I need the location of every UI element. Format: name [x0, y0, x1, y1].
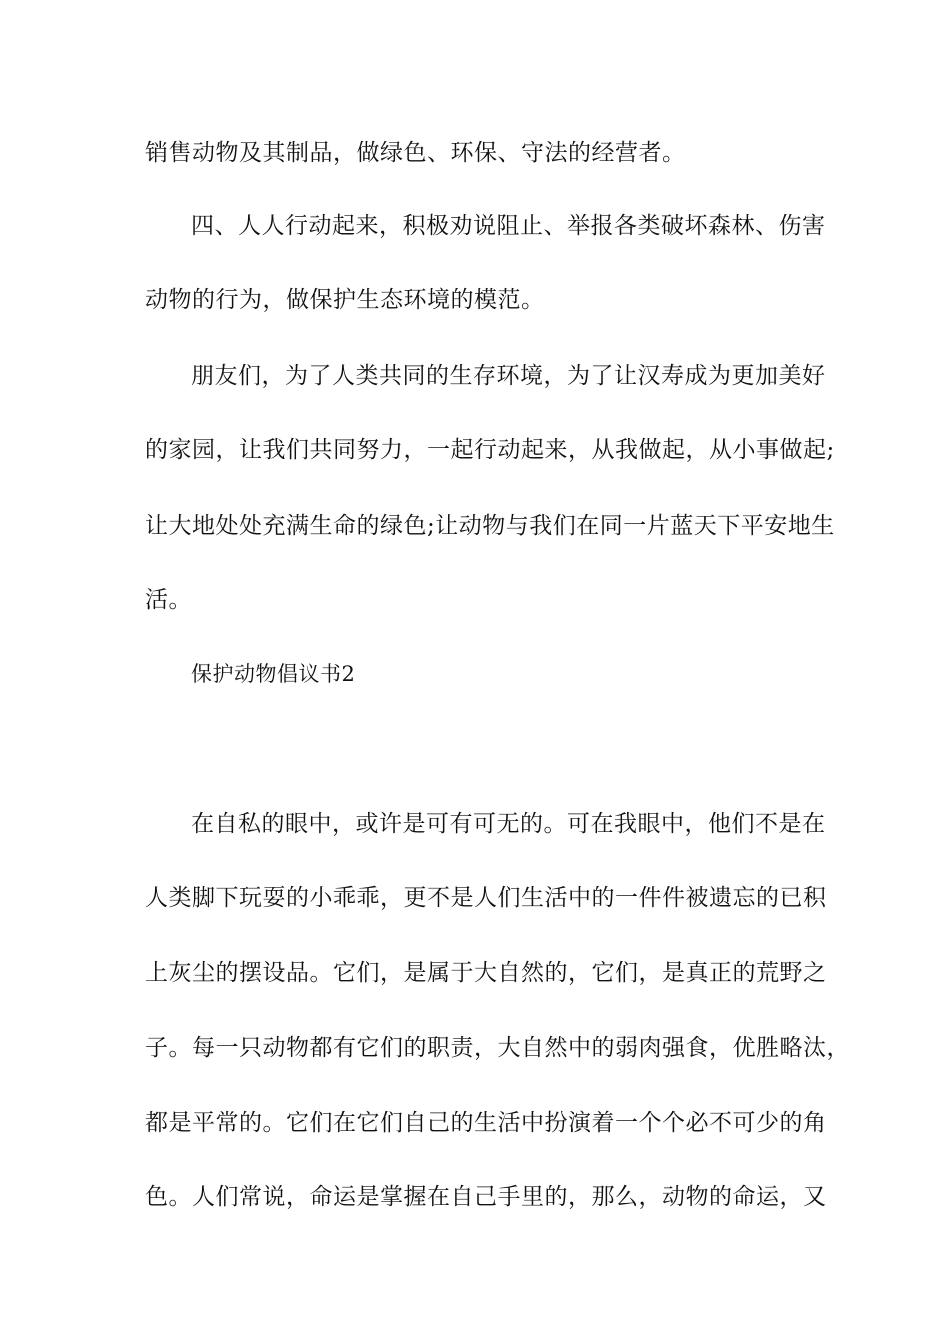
paragraph-line: 子。每一只动物都有它们的职责，大自然中的弱肉强食，优胜略汰， — [145, 1035, 850, 1061]
paragraph-line: 销售动物及其制品，做绿色、环保、守法的经营者。 — [145, 140, 686, 166]
paragraph-line: 活。 — [145, 587, 192, 613]
section-heading: 保护动物倡议书2 — [191, 662, 356, 686]
paragraph-line: 动物的行为，做保护生态环境的模范。 — [145, 287, 545, 313]
paragraph-line: 在自私的眼中，或许是可有可无的。可在我眼中，他们不是在 — [191, 811, 826, 837]
paragraph-line: 的家园，让我们共同努力，一起行动起来，从我做起，从小事做起; — [145, 437, 835, 463]
paragraph-line: 上灰尘的摆设品。它们，是属于大自然的，它们，是真正的荒野之 — [145, 960, 827, 986]
paragraph-line: 朋友们，为了人类共同的生存环境，为了让汉寿成为更加美好 — [191, 363, 826, 389]
paragraph-line: 人类脚下玩耍的小乖乖，更不是人们生活中的一件件被遗忘的已积 — [145, 885, 827, 911]
paragraph-line: 四、人人行动起来，积极劝说阻止、举报各类破坏森林、伤害 — [191, 213, 826, 239]
paragraph-line: 色。人们常说，命运是掌握在自己手里的，那么，动物的命运，又 — [145, 1184, 827, 1210]
paragraph-line: 让大地处处充满生命的绿色;让动物与我们在同一片蓝天下平安地生 — [145, 513, 835, 539]
paragraph-line: 都是平常的。它们在它们自己的生活中扮演着一个个必不可少的角 — [145, 1110, 827, 1136]
